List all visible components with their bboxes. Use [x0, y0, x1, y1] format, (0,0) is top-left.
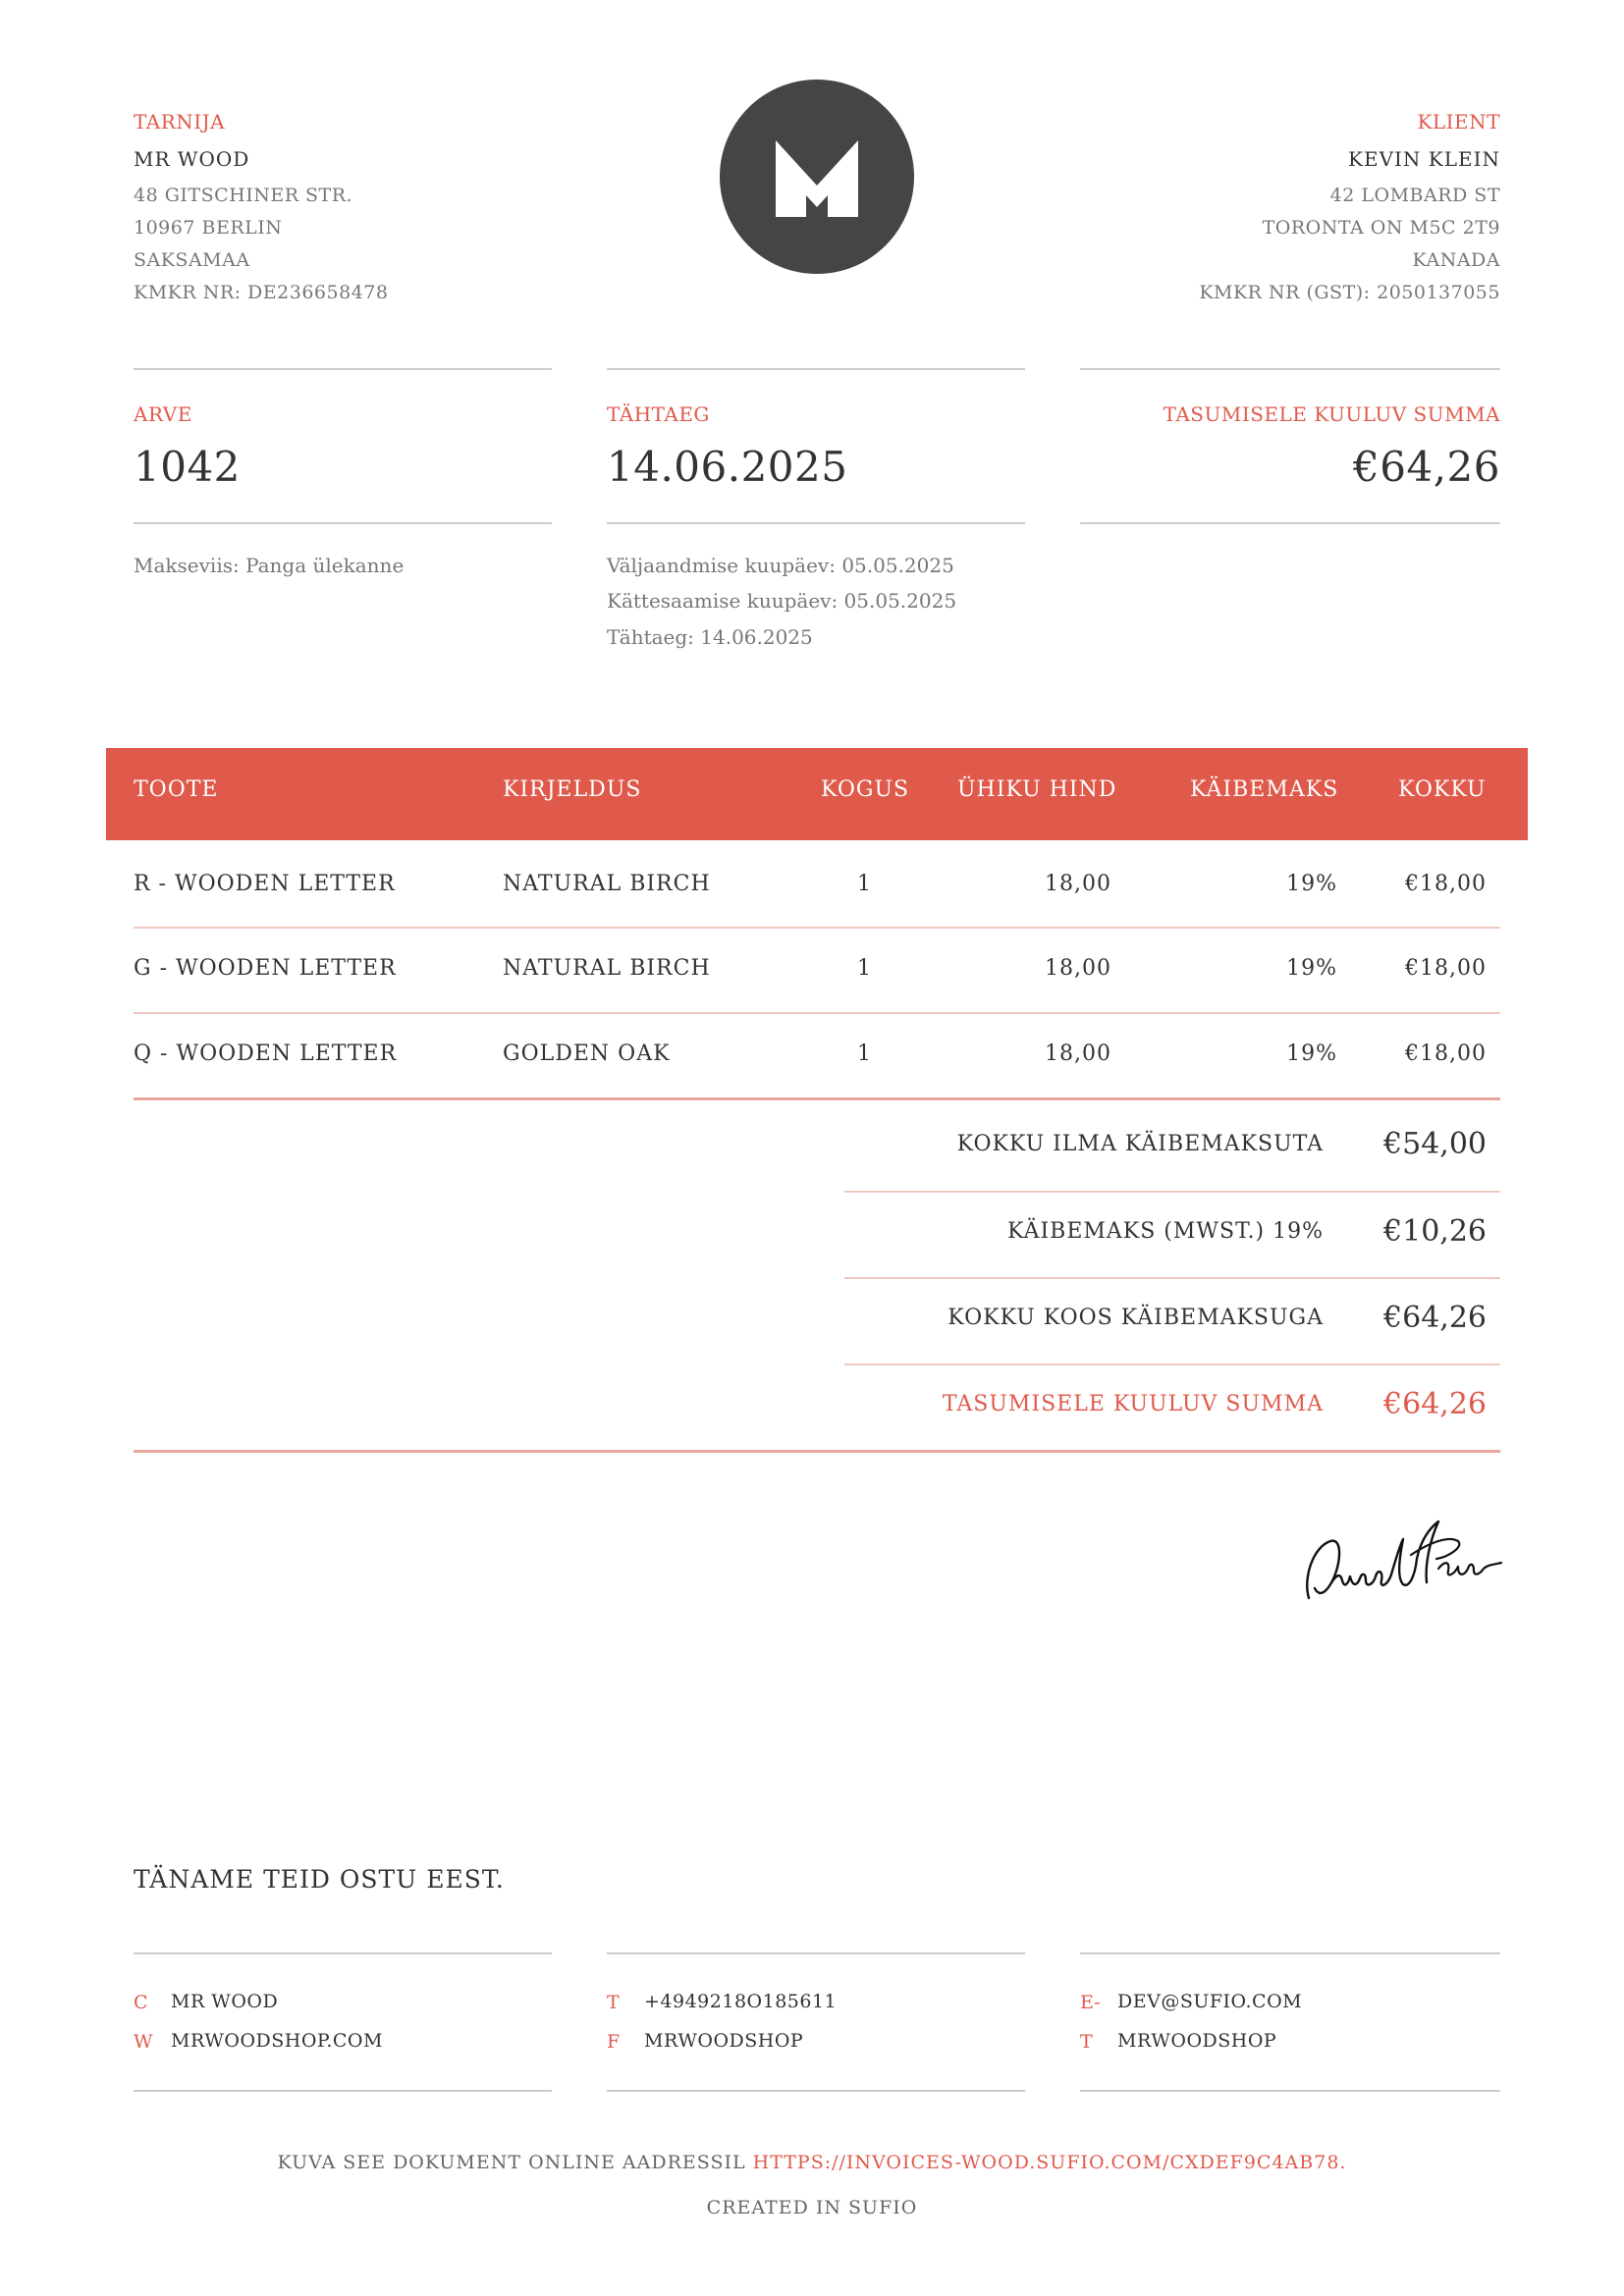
online-view-note: [0, 2152, 1624, 2173]
row-unit-price: 18,00: [1045, 1041, 1111, 1066]
row-description: NATURAL BIRCH: [503, 956, 711, 981]
online-view-prefix: KUVA SEE DOKUMENT ONLINE AADRESSIL: [277, 2152, 753, 2173]
supplier-label: TARNIJA: [134, 110, 226, 133]
summary-divider: [844, 1277, 1500, 1279]
table-bottom-rule: [134, 1097, 1500, 1100]
row-product: G - WOODEN LETTER: [134, 956, 397, 981]
contact-key: T: [607, 1992, 620, 2013]
summary-divider: [844, 1363, 1500, 1365]
divider: [1080, 1952, 1500, 1954]
divider: [607, 522, 1025, 524]
contact-facebook[interactable]: MRWOODSHOP: [644, 2030, 804, 2052]
supplier-address1: 48 GITSCHINER STR.: [134, 185, 353, 206]
header-quantity: KOGUS: [821, 777, 910, 802]
row-divider: [134, 1012, 1500, 1014]
divider: [1080, 2090, 1500, 2092]
row-quantity: 1: [857, 956, 872, 981]
created-in-sufio: CREATED IN SUFIO: [706, 2197, 918, 2218]
amount-due-summary-label: TASUMISELE KUULUV SUMMA: [942, 1392, 1324, 1416]
due-date-line: Tähtaeg: 14.06.2025: [607, 625, 813, 649]
row-description: GOLDEN OAK: [503, 1041, 671, 1066]
amount-due-summary-value: €64,26: [1383, 1387, 1487, 1421]
header-product: TOOTE: [134, 777, 219, 802]
header-unit-price: ÜHIKU HIND: [957, 777, 1117, 802]
contact-company: MR WOOD: [171, 1991, 279, 2012]
header-vat: KÄIBEMAKS: [1190, 777, 1339, 802]
row-divider: [134, 927, 1500, 929]
divider: [1080, 368, 1500, 370]
summary-divider: [844, 1191, 1500, 1193]
divider: [134, 522, 552, 524]
row-description: NATURAL BIRCH: [503, 872, 711, 896]
row-unit-price: 18,00: [1045, 956, 1111, 981]
contact-key: C: [134, 1992, 148, 2013]
thank-you-note: TÄNAME TEID OSTU EEST.: [134, 1865, 505, 1894]
signature-icon: [1301, 1500, 1507, 1618]
divider: [607, 1952, 1025, 1954]
invoice-number: 1042: [134, 443, 241, 491]
subtotal-value: €54,00: [1383, 1127, 1487, 1161]
client-vat: KMKR NR (GST): 2050137055: [1199, 282, 1500, 303]
contact-phone[interactable]: +4949218O185611: [644, 1991, 838, 2012]
client-label: KLIENT: [1417, 110, 1500, 133]
row-product: R - WOODEN LETTER: [134, 872, 396, 896]
contact-twitter[interactable]: MRWOODSHOP: [1117, 2030, 1277, 2052]
due-date-label: TÄHTAEG: [607, 402, 710, 426]
row-total: €18,00: [1405, 872, 1487, 896]
online-view-link[interactable]: HTTPS://INVOICES-WOOD.SUFIO.COM/CXDEF9C4AB78.: [752, 2152, 1347, 2173]
signature: [1301, 1500, 1507, 1618]
contact-key: W: [134, 2031, 153, 2053]
total-value: €64,26: [1383, 1301, 1487, 1335]
amount-due: €64,26: [1353, 443, 1500, 491]
divider: [1080, 522, 1500, 524]
divider: [607, 368, 1025, 370]
row-quantity: 1: [857, 872, 872, 896]
row-vat: 19%: [1286, 1041, 1337, 1066]
client-block: [1009, 110, 1500, 303]
divider: [134, 2090, 552, 2092]
header-total: KOKKU: [1398, 777, 1487, 802]
client-address1: 42 LOMBARD ST: [1329, 185, 1500, 206]
supplier-country: SAKSAMAA: [134, 249, 250, 271]
delivery-date: Kättesaamise kuupäev: 05.05.2025: [607, 589, 957, 613]
supplier-address2: 10967 BERLIN: [134, 217, 283, 239]
invoice-number-label: ARVE: [134, 402, 192, 426]
logo-m-icon: [720, 80, 914, 274]
header-description: KIRJELDUS: [503, 777, 642, 802]
contact-key: F: [607, 2031, 621, 2053]
amount-due-label: TASUMISELE KUULUV SUMMA: [1163, 402, 1500, 426]
summary-bottom-rule: [134, 1450, 1500, 1453]
due-date: 14.06.2025: [607, 443, 848, 491]
vat-label: KÄIBEMAKS (MWST.) 19%: [1007, 1219, 1324, 1244]
row-unit-price: 18,00: [1045, 872, 1111, 896]
payment-method: Makseviis: Panga ülekanne: [134, 554, 405, 577]
contact-email-link[interactable]: DEV@SUFIO.COM: [1117, 1991, 1303, 2012]
supplier-name: MR WOOD: [134, 147, 250, 171]
divider: [134, 368, 552, 370]
supplier-vat: KMKR NR: DE236658478: [134, 282, 389, 303]
divider: [607, 2090, 1025, 2092]
row-vat: 19%: [1286, 872, 1337, 896]
issue-date: Väljaandmise kuupäev: 05.05.2025: [607, 554, 954, 577]
row-quantity: 1: [857, 1041, 872, 1066]
row-vat: 19%: [1286, 956, 1337, 981]
table-header: [106, 748, 1528, 840]
client-country: KANADA: [1412, 249, 1500, 271]
contact-key: T: [1080, 2031, 1093, 2053]
client-address2: TORONTA ON M5C 2T9: [1262, 217, 1500, 239]
row-total: €18,00: [1405, 956, 1487, 981]
supplier-block: [134, 110, 624, 303]
subtotal-label: KOKKU ILMA KÄIBEMAKSUTA: [956, 1132, 1324, 1156]
divider: [134, 1952, 552, 1954]
client-name: KEVIN KLEIN: [1348, 147, 1500, 171]
vat-value: €10,26: [1383, 1214, 1487, 1249]
company-logo: [720, 80, 914, 274]
contact-website-link[interactable]: MRWOODSHOP.COM: [171, 2030, 383, 2052]
contact-key: E-: [1080, 1992, 1101, 2013]
row-product: Q - WOODEN LETTER: [134, 1041, 398, 1066]
total-label: KOKKU KOOS KÄIBEMAKSUGA: [947, 1306, 1324, 1330]
row-total: €18,00: [1405, 1041, 1487, 1066]
